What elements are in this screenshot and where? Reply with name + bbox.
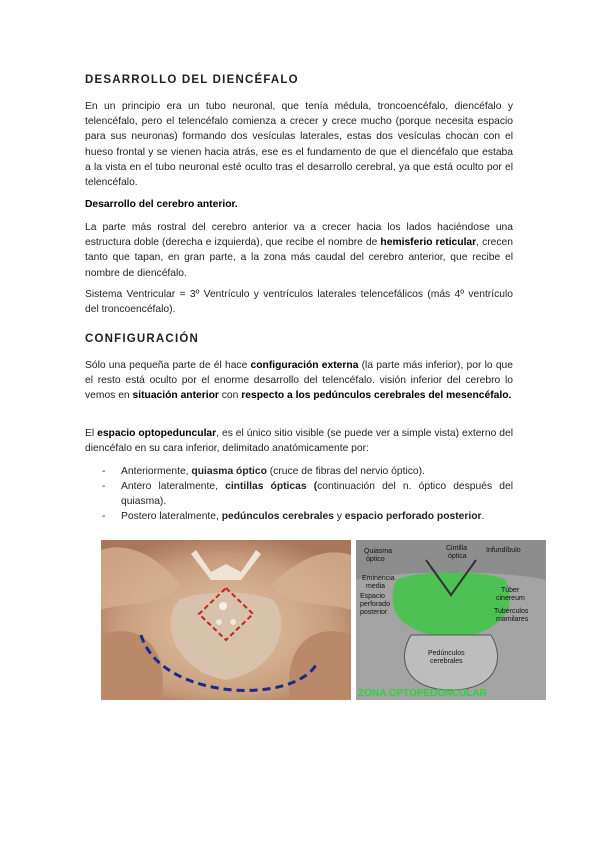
label-posterior: posterior [360,609,388,616]
text-run: Antero lateralmente, [121,481,226,492]
paragraph-configuracion [85,358,513,404]
label-optica: óptica [448,553,467,560]
section-heading-desarrollo: DESARROLLO DEL DIENCÉFALO [85,74,299,86]
text-run: continuación del n. óptico después del quiasma). [121,481,513,508]
term: pedúnculos cerebrales [221,511,334,522]
text-run: y [333,511,345,522]
list-item-text [121,464,513,479]
list-item-text [121,479,513,509]
brain-photo-illustration [101,540,351,700]
label-pedunculos: Pedúnculos [428,650,465,657]
term: quiasma óptico [191,466,267,477]
text-run: Postero lateralmente, [121,511,222,522]
term: cintillas ópticas ( [225,481,318,492]
paragraph-espacio-optopeduncular [85,426,513,456]
text-run: El [85,428,98,439]
list-item-text [121,509,513,524]
text-run: (la parte más inferior), por lo que el resto está oculto por el enorme desarrollo del telencéfalo. visión inferior del cerebro lo vemos en [85,360,513,402]
text-run: Anteriormente, [121,466,192,477]
text-run: Sólo una pequeña parte de él hace [85,360,251,371]
label-tuberculos: Tubérculos [494,608,529,615]
brain-photo-figure [101,540,351,700]
label-quiasma: Quiasma [364,548,393,555]
label-tuber: Túber [501,587,520,594]
label-espacio: Espacio [360,593,385,600]
subheading-cerebro-anterior: Desarrollo del cerebro anterior. [85,199,238,210]
optopeduncular-diagram-figure [356,540,546,700]
term-pedunculos: respecto a los pedúnculos cerebrales del mesencéfalo. [241,390,512,402]
label-mamilares: mamilares [496,616,529,623]
label-optico: óptico [366,556,385,563]
text-run: La parte más rostral del cerebro anterior va a crecer hacia los lados haciéndose una estructura doble (derecha e izquierda), que recibe el nombre de [85,222,513,249]
label-cerebrales: cerebrales [430,658,463,665]
text-run: . [481,511,485,522]
section-heading-configuracion: CONFIGURACIÓN [85,333,199,345]
text-run: , crecen tanto que tapan, en gran parte, a la zona más caudal del cerebro anterior, que recibe el nombre de diencéfalo. [85,237,513,279]
paragraph-intro: En un principio era un tubo neuronal, que tenía médula, troncoencéfalo, diencéfalo y telencéfalo, pero el telencéfalo comienza a crecer y crece mucho (porque necesita espacio para sus neuronas) formando dos vesículas laterales, estas dos vesículas chocan con el hueso frontal y se vienen hacia atrás, ese es el fundamento de que el diencéfalo que estaba a la vista en el tubo neuronal esté oculto tras el desarrollo cerebral, ya que está oculto por el telencéfalo. [85,101,513,189]
text-run: , es el único sitio visible (se puede ver a simple vista) externo del diencéfalo en su cara inferior, delimitado anatómicamente por: [85,428,513,455]
optopeduncular-diagram [356,540,546,700]
paragraph-cerebro-anterior [85,220,513,281]
label-cinereum: cinereum [496,595,525,602]
label-cintilla: Cintilla [446,545,468,552]
caption-zona-optopeduncular: ZONA OPTOPEDUNCULAR [358,688,487,699]
text-run: con [218,390,242,402]
paragraph-sistema-ventricular: Sistema Ventricular = 3º Ventrículo y ventrículos laterales telencefálicos (más 4º ventrículo del troncoencéfalo). [85,289,513,316]
label-media: media [366,583,386,590]
label-perforado: perforado [360,601,390,608]
term-espacio-optopeduncular: espacio optopeduncular [97,428,217,439]
list-dash: - [102,481,106,492]
text-run: (cruce de fibras del nervio óptico). [266,466,425,477]
label-infundibulo: Infundíbulo [486,547,521,554]
term-configuracion-externa: configuración externa [250,360,359,371]
list-dash: - [102,511,106,522]
list-dash: - [102,466,106,477]
term: espacio perforado posterior [344,511,482,522]
label-eminencia: Eminencia [362,575,395,582]
term-hemisferio-reticular: hemisferio reticular [380,237,477,249]
term-situacion-anterior: situación anterior [132,390,219,402]
